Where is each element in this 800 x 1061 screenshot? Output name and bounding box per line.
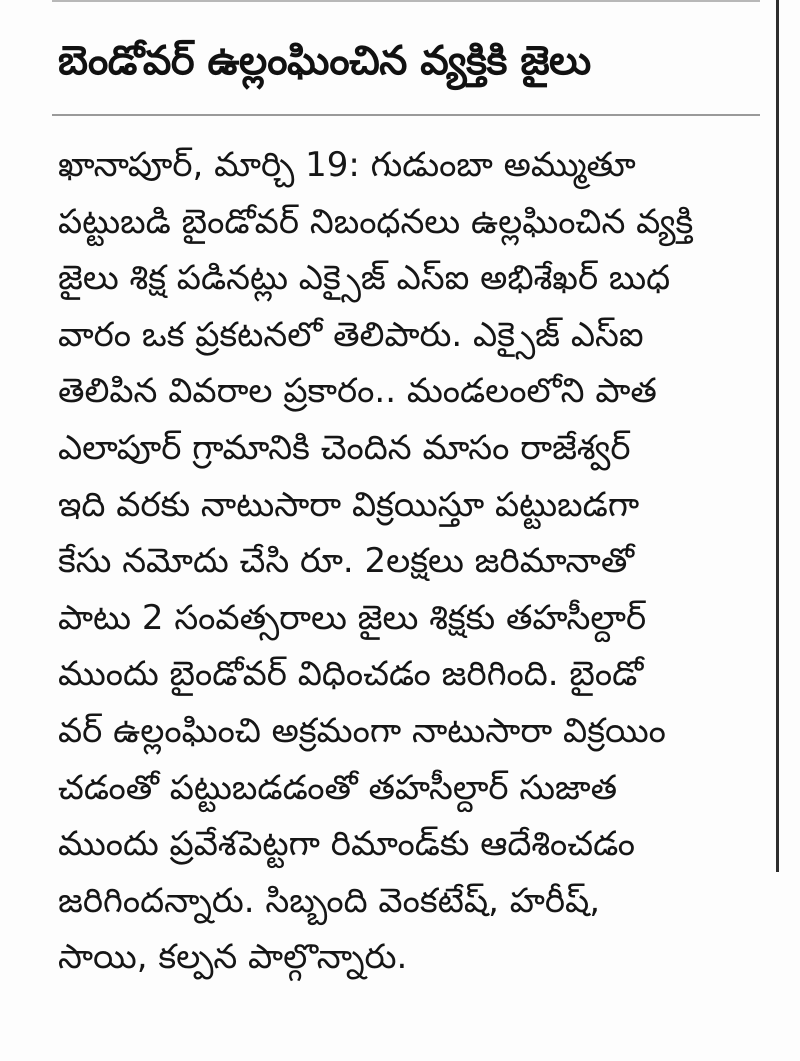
article-body [58,142,758,991]
article-line: జైలు శిక్ష పడినట్లు ఎక్సైజ్ ఎస్ఐ అభిశేఖర్ బుధ [58,258,671,299]
column-divider [776,0,779,872]
top-divider [52,0,760,2]
article-line: పాటు 2 సంవత్సరాలు జైలు శిక్షకు తహసీల్దార్ [58,597,647,638]
article-line: ఎలాపూర్ గ్రామానికి చెందిన మాసం రాజేశ్వర్ [58,427,631,468]
article-line: చడంతో పట్టుబడడంతో తహసీల్దార్ సుజాత [58,767,618,808]
article-line: వారం ఒక ప్రకటనలో తెలిపారు. ఎక్సైజ్ ఎస్ఐ [58,314,644,355]
article-line: ముందు ప్రవేశపెట్టగా రిమాండ్‌కు ఆదేశించడం [58,824,635,865]
article-headline: బెండోవర్ ఉల్లంఘించిన వ్యక్తికి జైలు [58,38,591,84]
article-line: వర్ ఉల్లంఘించి అక్రమంగా నాటుసారా విక్రయిం [58,710,666,751]
article-line: కేసు నమోదు చేసి రూ. 2లక్షలు జరిమానాతో [58,541,635,582]
article-line: ఖానాపూర్, మార్చి 19: గుడుంబా అమ్ముతూ [58,145,636,185]
article-line: తెలిపిన వివరాల ప్రకారం.. మండలంలోని పాత [58,371,657,412]
article-line: ఇది వరకు నాటుసారా విక్రయిస్తూ పట్టుబడగా [58,484,640,525]
article-line: జరిగిందన్నారు. సిబ్బంది వెంకటేష్, హరీష్, [58,880,601,921]
article-line: సాయి, కల్పన పాల్గొన్నారు. [58,937,408,978]
article-line: ముందు బైండోవర్ విధించడం జరిగింది. బైండో [58,654,644,695]
headline-divider [52,114,760,116]
article-line: పట్టుబడి బైండోవర్ నిబంధనలు ఉల్లఘించిన వ్యక్తి [58,201,694,242]
